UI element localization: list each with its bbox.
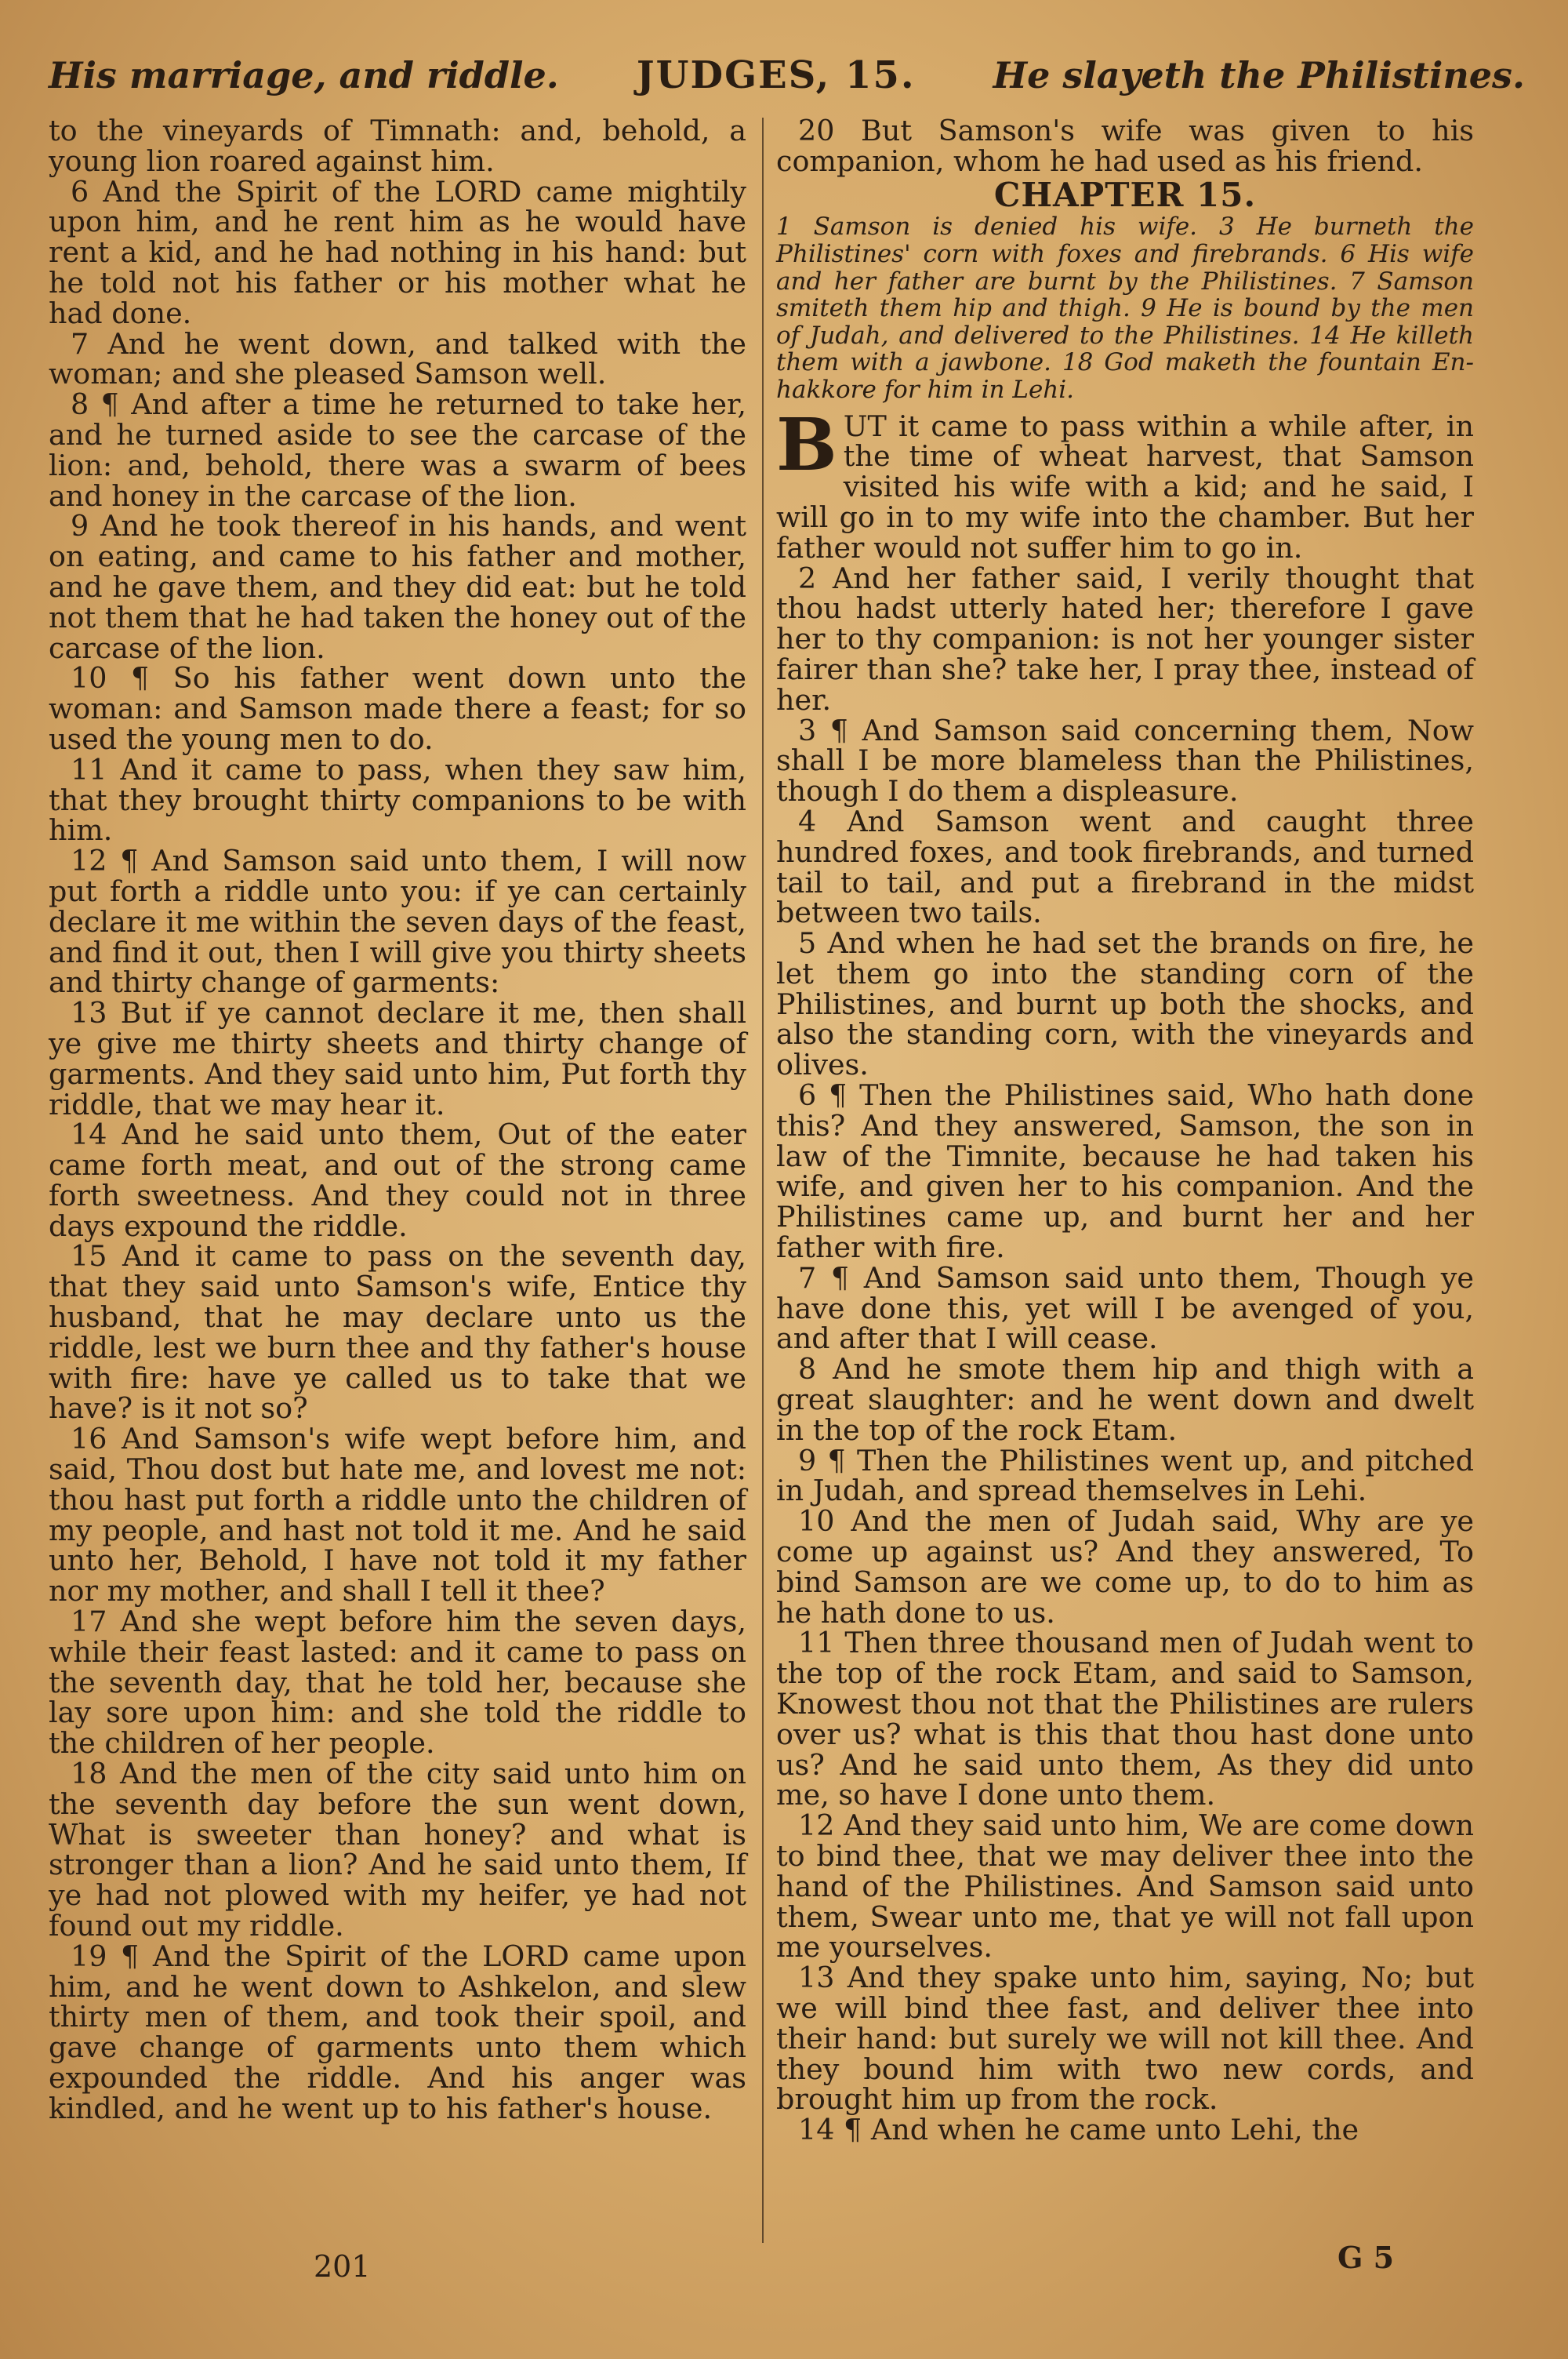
verse-text: 12 And they said unto him, We are come down to bind thee, that we may deliver thee into the hand of the Philistines. And Samson said unto them, Swear unto me, that ye will not fall upon me yourselves. [776,1808,1474,1965]
verse-text: 8 ¶ And after a time he returned to take her, and he turned aside to see the carcase of the lion: and, behold, there was a swarm of bees and honey in the carcase of the lion. [49,387,746,513]
verse-text: 2 And her father said, I verily thought that thou hadst utterly hated her; therefore I gave her to thy companion: is not her younger sister fairer than she? take her, I pray thee, instead of her. [776,561,1474,717]
printer-signature: G 5 [1338,2240,1395,2275]
verse-text: 6 ¶ Then the Philistines said, Who hath done this? And they answered, Samson, the son in law of the Timnite, because he had taken his wife, and given her to his companion. And the Philistines came up, and burnt her and her father with fire. [776,1078,1474,1265]
verse-text: 20 But Samson's wife was given to his companion, whom he had used as his friend. [776,114,1474,178]
header-right-title: He slayeth the Philistines. [993,54,1525,96]
page-number: 201 [314,2249,371,2284]
verse-text: 9 ¶ Then the Philistines went up, and pitched in Judah, and spread themselves in Lehi. [776,1443,1474,1508]
drop-cap: B [776,402,837,487]
verse-text: 3 ¶ And Samson said concerning them, Now shall I be more blameless than the Philistines, though I do them a displeasure. [776,713,1474,809]
verse-1 [776,402,1474,565]
verse-text: 11 And it came to pass, when they saw him, that they brought thirty companions to be with him. [49,752,746,848]
verse-text: 6 And the Spirit of the LORD came mightily upon him, and he rent him as he would have rent a kid, and he had nothing in his hand: but he told not his father or his mother what he had done. [49,174,746,330]
verse-1-text: UT it came to pass within a while after, in the time of wheat harvest, that Samson visited his wife with a kid; and he said, I will go in to my wife into the chamber. But her father would not suffer him to go in. [776,409,1474,565]
verse-text: 8 And he smote them hip and thigh with a great slaughter: and he went down and dwelt in the top of the rock Etam. [776,1352,1474,1447]
left-column [49,116,746,2125]
header-left-title: His marriage, and riddle. [49,54,559,96]
verse-text: 13 And they spake unto him, saying, No; but we will bind thee fast, and deliver thee into their hand: but surely we will not kill thee. And they bound him with two new cords, and brought him up from the rock. [776,1961,1474,2117]
verse-text: to the vineyards of Timnath: and, behold, a young lion roared against him. [49,114,746,178]
verse-text: 14 And he said unto them, Out of the eater came forth meat, and out of the strong came forth sweetness. And they could not in three days expound the riddle. [49,1118,746,1243]
header-book-chapter: JUDGES, 15. [636,53,916,97]
verse-text: 15 And it came to pass on the seventh day, that they said unto Samson's wife, Entice thy husband, that he may declare unto us the riddle, lest we burn thee and thy father's house with fire: have ye called us to take that we have? is it not so? [49,1239,746,1426]
running-header [49,53,1525,108]
verse-text: 14 ¶ And when he came unto Lehi, the [798,2113,1359,2147]
column-divider [762,118,764,2243]
chapter-heading: CHAPTER 15. [993,175,1257,214]
verse-text: 12 ¶ And Samson said unto them, I will now put forth a riddle unto you: if ye can certainly declare it me within the seven days of the feast, and find it out, then I will give you thirty sheets and thirty change of garments: [49,844,746,1000]
verse-text: 17 And she wept before him the seven days, while their feast lasted: and it came to pass on the seventh day, that he told her, because she lay sore upon him: and she told the riddle to the children of her people. [49,1605,746,1761]
right-column [776,116,1474,2146]
verse-text: 11 Then three thousand men of Judah went to the top of the rock Etam, and said to Samson, Knowest thou not that the Philistines are rulers over us? what is this that thou hast done unto us? And he said unto them, As they did unto me, so have I done unto them. [776,1626,1474,1812]
verse-text: 18 And the men of the city said unto him on the seventh day before the sun went down, What is sweeter than honey? and what is stronger than a lion? And he said unto them, If ye had not plowed with my heifer, ye had not found out my riddle. [49,1757,746,1943]
verse-text: 5 And when he had set the brands on fire, he let them go into the standing corn of the Philistines, and burnt up both the shocks, and also the standing corn, with the vineyards and olives. [776,926,1474,1082]
verse-text: 10 ¶ So his father went down unto the woman: and Samson made there a feast; for so used the young men to do. [49,661,746,756]
verse-text: 4 And Samson went and caught three hundred foxes, and took firebrands, and turned tail to tail, and put a firebrand in the midst between two tails. [776,804,1474,930]
chapter-summary: 1 Samson is denied his wife. 3 He burneth the Philistines' corn with foxes and firebrands. 6 His wife and her father are burnt by the Philistines. 7 Samson smiteth them hip and thigh. 9 He is bound by the men of Judah, and delivered to the Philistines. 14 He killeth them with a jawbone. 18 God maketh the fountain En-hakkore for him in Lehi. [776,213,1474,404]
verse-text: 7 And he went down, and talked with the woman; and she pleased Samson well. [49,326,746,391]
verse-text: 16 And Samson's wife wept before him, and said, Thou dost but hate me, and lovest me not: thou hast put forth a riddle unto the children of my people, and hast not told it me. And he said unto her, Behold, I have not told it my father nor my mother, and shall I tell it thee? [49,1422,746,1608]
verse-text: 7 ¶ And Samson said unto them, Though ye have done this, yet will I be avenged of you, and after that I will cease. [776,1260,1474,1356]
verse-text: 19 ¶ And the Spirit of the LORD came upon him, and he went down to Ashkelon, and slew thirty men of them, and took their spoil, and gave change of garments unto them which expounded the riddle. And his anger was kindled, and he went up to his father's house. [49,1939,746,2125]
verse-text: 9 And he took thereof in his hands, and went on eating, and came to his father and mother, and he gave them, and they did eat: but he told not them that he had taken the honey out of the carcase of the lion. [49,509,746,665]
verse-text: 10 And the men of Judah said, Why are ye come up against us? And they answered, To bind Samson are we come up, to do to him as he hath done to us. [776,1504,1474,1630]
verse-text: 13 But if ye cannot declare it me, then shall ye give me thirty sheets and thirty change of garments. And they said unto him, Put forth thy riddle, that we may hear it. [49,996,746,1121]
